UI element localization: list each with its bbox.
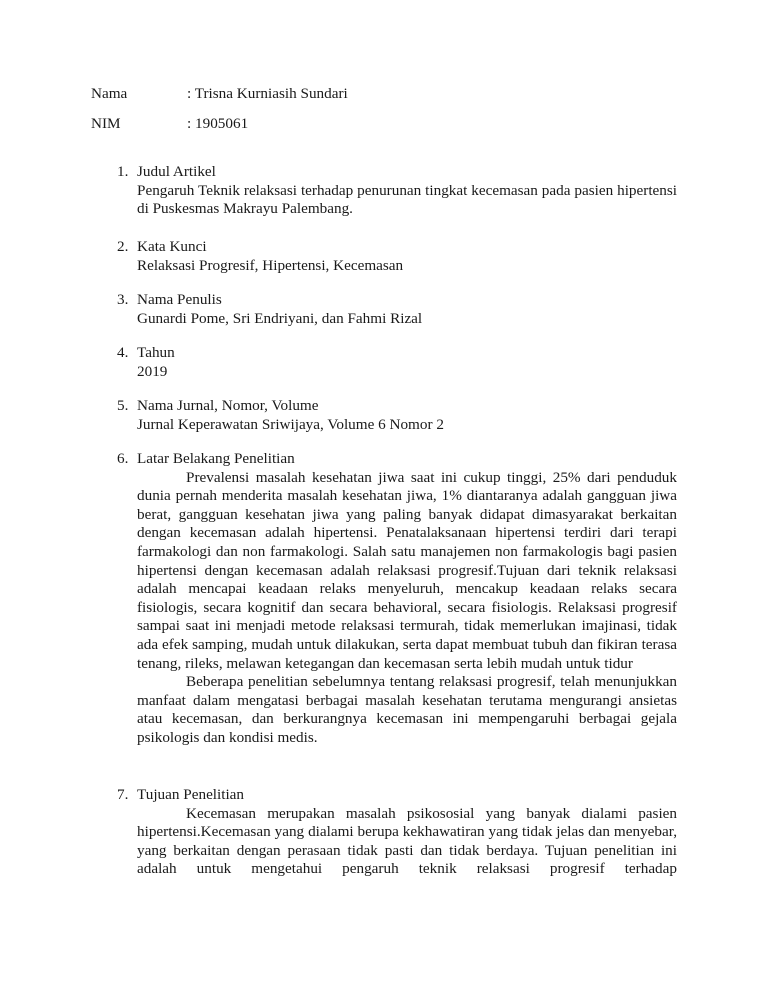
nim-value: : 1905061 bbox=[187, 115, 249, 132]
section-title: Tahun bbox=[137, 344, 175, 361]
section-tahun bbox=[117, 344, 677, 381]
paragraph: Kecemasan merupakan masalah psikososial yang banyak dialami pasien hipertensi.Kecemasan yang dialami berupa kekhawatiran yang tidak jelas dan menyebar, yang berkaitan dengan perasaan tidak pasti dan tidak berdaya. Tujuan penelitian ini adalah untuk mengetahui pengaruh teknik relaksasi progresif terhadap bbox=[137, 804, 677, 878]
section-content: 2019 bbox=[137, 362, 168, 380]
section-number: 3. bbox=[117, 291, 129, 308]
section-nama-penulis bbox=[117, 291, 677, 328]
section-number: 4. bbox=[117, 344, 129, 361]
section-number: 5. bbox=[117, 397, 129, 414]
section-title: Nama Penulis bbox=[137, 291, 222, 308]
section-nama-jurnal bbox=[117, 397, 677, 434]
section-tujuan-penelitian bbox=[117, 786, 677, 879]
section-judul-artikel bbox=[117, 163, 677, 219]
section-title: Tujuan Penelitian bbox=[137, 786, 245, 803]
section-content: Jurnal Keperawatan Sriwijaya, Volume 6 Nomor 2 bbox=[137, 415, 444, 433]
name-value: : Trisna Kurniasih Sundari bbox=[187, 85, 348, 102]
section-title: Nama Jurnal, Nomor, Volume bbox=[137, 397, 319, 414]
section-number: 6. bbox=[117, 450, 129, 467]
nim-label: NIM bbox=[91, 115, 121, 132]
section-title: Latar Belakang Penelitian bbox=[137, 450, 295, 467]
paragraph: Prevalensi masalah kesehatan jiwa saat ini cukup tinggi, 25% dari penduduk dunia pernah menderita masalah kesehatan jiwa, 1% diantaranya adalah gangguan jiwa berat, gangguan kesehatan jiwa yang paling banyak didapat dimasyarakat berkaitan dengan kecemasan adalah hipertensi. Penatalaksanaan hipertensi terdiri dari terapi farmakologi dan non farmakologi. Salah satu manajemen non farmakologis bagi pasien hipertensi dengan kecemasan adalah relaksasi progresif.Tujuan dari teknik relaksasi adalah mencapai keadaan relaks menyeluruh, mencakup keadaan relaks secara fisiologis, secara kognitif dan secara behavioral, secara fisiologis. Relaksasi progresif sampai saat ini menjadi metode relaksasi termurah, tidak memerlukan imajinasi, tidak ada efek samping, mudah untuk dilakukan, serta dapat membuat tubuh dan fikiran terasa tenang, rileks, melawan ketegangan dan kecemasan serta lebih mudah untuk tidur bbox=[137, 468, 677, 672]
paragraph: Beberapa penelitian sebelumnya tentang relaksasi progresif, telah menunjukkan manfaat dalam mengatasi berbagai masalah kesehatan terutama mengurangi ansietas atau kecemasan, dan berkurangnya kecemasan ini mempengaruhi berbagai gejala psikologis dan kondisi medis. bbox=[137, 673, 677, 746]
section-number: 7. bbox=[117, 786, 129, 803]
section-number: 1. bbox=[117, 163, 129, 180]
section-latar-belakang bbox=[117, 450, 677, 748]
section-number: 2. bbox=[117, 238, 129, 255]
section-content: Pengaruh Teknik relaksasi terhadap penurunan tingkat kecemasan pada pasien hipertensi di Puskesmas Makrayu Palembang. bbox=[137, 181, 677, 218]
section-content: Gunardi Pome, Sri Endriyani, dan Fahmi Rizal bbox=[137, 309, 423, 327]
section-content: Relaksasi Progresif, Hipertensi, Kecemasan bbox=[137, 256, 404, 274]
section-kata-kunci bbox=[117, 238, 677, 275]
name-label: Nama bbox=[91, 85, 128, 102]
section-title: Judul Artikel bbox=[137, 163, 216, 180]
section-title: Kata Kunci bbox=[137, 238, 207, 255]
